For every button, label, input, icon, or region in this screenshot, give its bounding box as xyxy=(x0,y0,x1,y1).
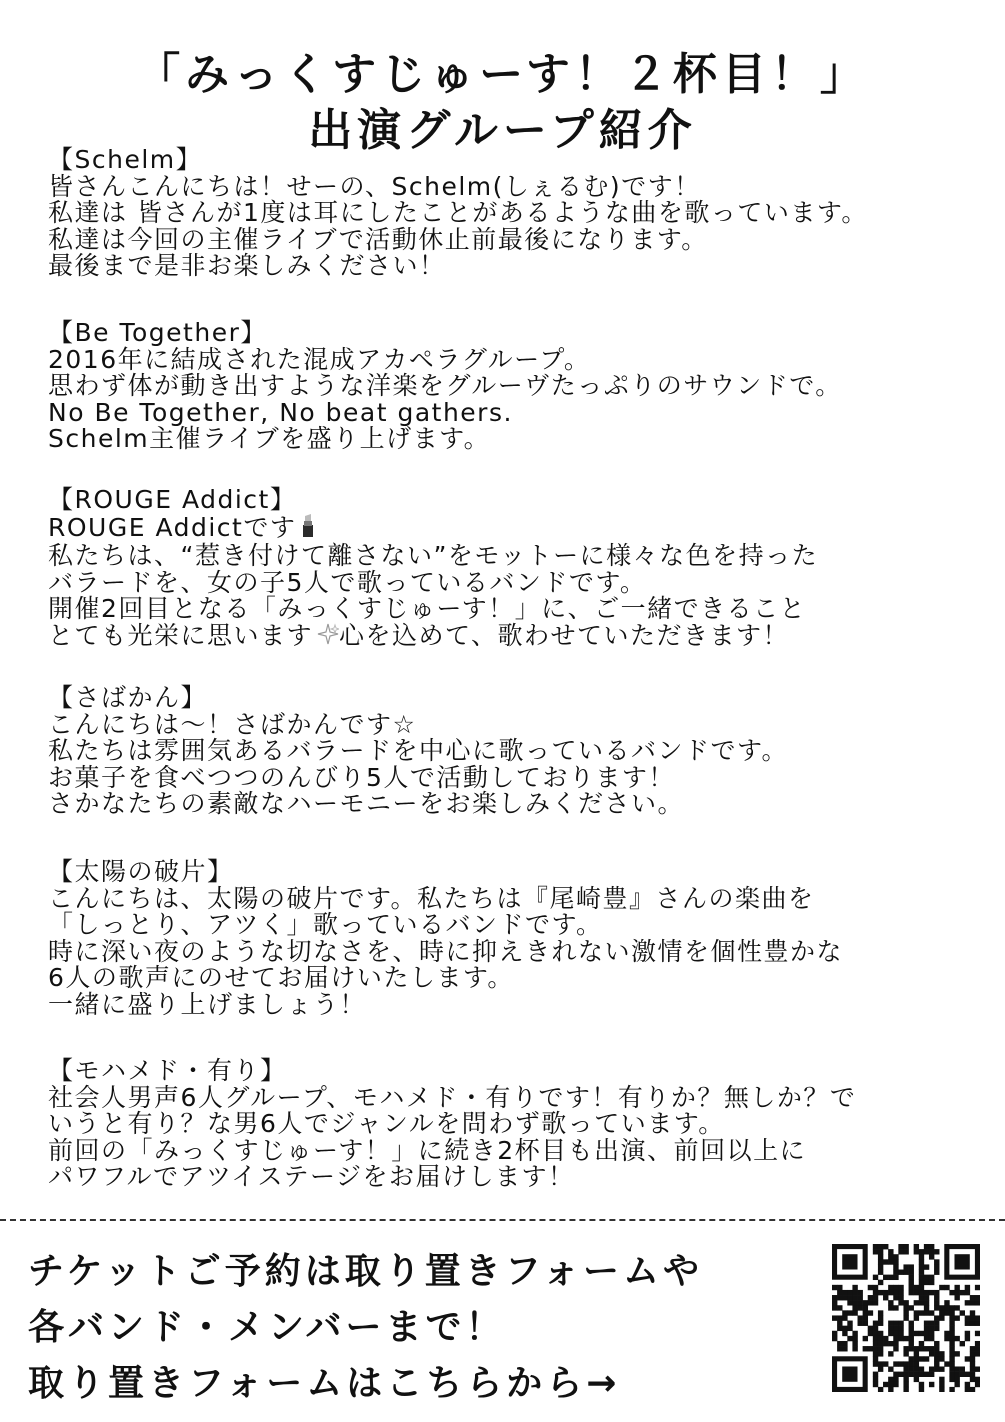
ticket-form-link-text: 取り置きフォームはこちらから→ xyxy=(28,1363,621,1404)
group-text-line: 私たちは雰囲気あるバラードを中心に歌っているバンドです。 xyxy=(48,736,789,765)
qr-code-icon[interactable] xyxy=(832,1244,980,1392)
group-heading: 【太陽の破片】 xyxy=(48,857,234,886)
group-text-line: 皆さんこんにちは！せーの、Schelm(しぇるむ)です！ xyxy=(48,171,701,201)
ticket-info-line: チケットご予約は取り置きフォームや xyxy=(28,1251,703,1292)
lipstick-icon xyxy=(300,514,316,544)
group-text: 心を込めて、歌わせていただきます！ xyxy=(339,620,790,650)
group-text-line: Schelm主催ライブを盛り上げます。 xyxy=(48,424,491,453)
group-text-line: 一緒に盛り上げましょう！ xyxy=(48,989,367,1019)
group-section-sabakan xyxy=(48,685,978,818)
group-text-line xyxy=(48,514,978,544)
group-text-line: さかなたちの素敵なハーモニーをお楽しみください。 xyxy=(48,789,685,818)
group-text-line: 時に深い夜のような切なさを、時に抑えきれない激情を個性豊かな xyxy=(48,936,844,966)
ticket-info-line: 各バンド・メンバーまで！ xyxy=(28,1307,506,1348)
group-text: とても光栄に思います xyxy=(48,620,314,650)
group-text-line: いうと有り？な男6人でジャンルを問わず歌っています。 xyxy=(48,1109,725,1138)
group-heading: 【ROUGE Addict】 xyxy=(48,485,297,514)
group-text-line: No Be Together, No beat gathers. xyxy=(48,397,513,427)
group-text-line: こんにちは〜！さばかんです☆ xyxy=(48,709,417,739)
group-text-line: お菓子を食べつつのんびり5人で活動しております！ xyxy=(48,762,675,792)
group-text-line: 2016年に結成された混成アカペラグループ。 xyxy=(48,344,591,374)
group-text-line: こんにちは、太陽の破片です。私たちは『尾崎豊』さんの楽曲を xyxy=(48,883,815,913)
group-text-line: 前回の「みっくすじゅーす！」に続き2杯目も出演、前回以上に xyxy=(48,1135,807,1165)
group-text-line: 社会人男声6人グループ、モハメド・有りです！有りか？無しか？で xyxy=(48,1082,857,1112)
group-heading: 【Schelm】 xyxy=(48,145,203,174)
group-text-line: 私達は今回の主催ライブで活動休止前最後になります。 xyxy=(48,224,708,254)
group-heading: 【Be Together】 xyxy=(48,318,267,347)
group-text-line: 開催2回目となる「みっくすじゅーす！」に、ご一緒できること xyxy=(48,594,807,623)
group-section-rouge-addict xyxy=(48,487,978,650)
group-text-line: パワフルでアツイステージをお届けします！ xyxy=(48,1162,575,1191)
group-text-line: 6人の歌声にのせてお届けいたします。 xyxy=(48,963,514,992)
group-text: ROUGE Addictです xyxy=(48,512,297,542)
page-title: 「みっくすじゅーす！２杯目！」 xyxy=(136,49,869,100)
ticket-info xyxy=(28,1244,703,1412)
group-text-line: 私たちは、“惹き付けて離さない”をモットーに様々な色を持った xyxy=(48,541,819,570)
qr-code-graphic xyxy=(832,1244,980,1392)
group-heading: 【さばかん】 xyxy=(48,683,208,712)
group-section-be-together xyxy=(48,320,978,453)
group-text-line: 思わず体が動き出すような洋楽をグルーヴたっぷりのサウンドで。 xyxy=(48,371,842,400)
group-text-line: バラードを、女の子5人で歌っているバンドです。 xyxy=(48,567,647,597)
group-section-mohamed-ari xyxy=(48,1058,978,1191)
group-text-line xyxy=(48,620,978,651)
page-subtitle: 出演グループ紹介 xyxy=(308,105,697,156)
group-heading: 【モハメド・有り】 xyxy=(48,1056,287,1085)
dashed-divider xyxy=(0,1219,1005,1221)
sparkles-icon xyxy=(317,623,339,651)
group-section-taiyou-no-hahen xyxy=(48,859,978,1018)
group-text-line: 私達は 皆さんが1度は耳にしたことがあるような曲を歌っています。 xyxy=(48,198,868,227)
group-section-schelm xyxy=(48,147,978,280)
group-text-line: 「しっとり、アツく」歌っているバンドです。 xyxy=(48,910,603,939)
group-text-line: 最後まで是非お楽しみください！ xyxy=(48,251,446,280)
